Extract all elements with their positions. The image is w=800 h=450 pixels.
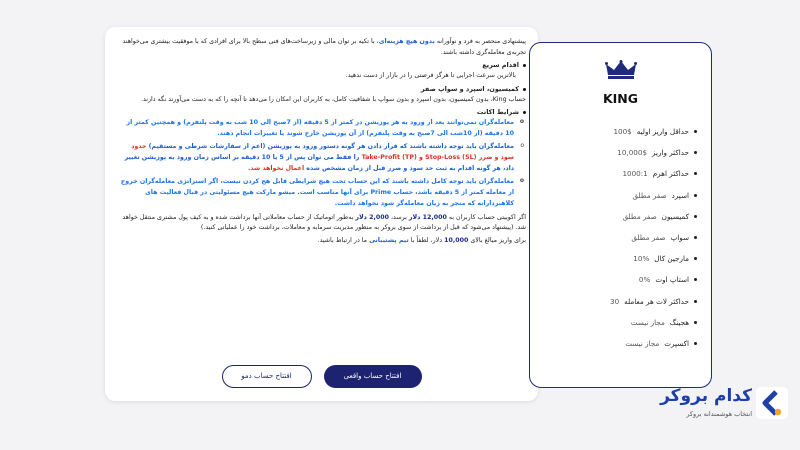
logo-subtitle: انتخاب هوشمندانه بروکر <box>686 410 752 418</box>
logo-mark-icon <box>756 387 788 419</box>
account-description-card <box>105 27 538 401</box>
bullet-dot <box>694 130 697 133</box>
spec-row: حداقل واریز اولیه 100$ <box>540 121 697 142</box>
bullet-dot <box>694 300 697 303</box>
spec-row: هجینگ مجاز نیست <box>540 312 697 333</box>
bullet-account-conditions: شرایط اکانت <box>117 107 526 118</box>
auto-withdraw-paragraph: اگر اکوییتی حساب کاربران به 12,000 دلار برسد، 2,000 دلار به‌طور اتوماتیک از حساب معاملاتی آنها برداشت شده و به کیف پول مشتری منتقل خواهد شد. (پیشنهاد می‌شود که قبل از برداشت از سوی بروکر به منظور مدیریت سرمایه و معاملات، برداشت خود را عملیاتی کنید.) <box>122 213 526 232</box>
bullet-dot <box>523 88 526 91</box>
bullet-dot <box>694 215 697 218</box>
bullet-dot <box>694 257 697 260</box>
king-account-card <box>529 42 712 388</box>
spec-row: کمیسیون صفر مطلق <box>540 206 697 227</box>
bullet-dot <box>694 278 697 281</box>
bullet-dot <box>694 172 697 175</box>
spec-row: حداکثر اهرم 1000:1 <box>540 163 697 184</box>
bullet-dot <box>694 342 697 345</box>
spec-row: اسپرد صفر مطلق <box>540 185 697 206</box>
account-title: KING <box>602 91 639 106</box>
bullet-dot <box>694 236 697 239</box>
bullet-dot <box>694 151 697 154</box>
bullet-fast-action: اقدام سریع <box>117 60 526 71</box>
bullet-dot <box>694 321 697 324</box>
kodam-broker-logo[interactable] <box>648 380 788 432</box>
bullet-dot <box>694 194 697 197</box>
intro-paragraph: پیشنهادی منحصر به فرد و نوآورانه بدون هیچ هزینه‌ای، با تکیه بر توان مالی و زیرساخت‌های فنی سطح بالا برای افرادی که با موفقیت بیشتری می‌خواهند تجربه‌ی معامله‌گری داشته باشند. <box>122 38 526 56</box>
large-deposit-paragraph: برای واریز مبالغ بالای 10,000 دلار، لطفاً با تیم پشتیبانی ما در ارتباط باشید. <box>317 236 526 244</box>
condition-no-hedging: o معامله‌گران باید توجه کامل داشته باشند که این حساب تحت هیچ شرایطی قابل هج کردن نیست، اگر استراتژی معامله‌گران خروج از معامله کمتر از 5 دقیقه باشد، حساب Prime برای آنها مناسب است. میشو مارکت هیچ مسئولیتی در قبال فعالیت های کلاهبردارانه که منجر به زیان معامله‌گر شود نخواهد داشت. <box>117 177 514 209</box>
crown-icon <box>605 60 637 80</box>
open-demo-account-button[interactable]: افتتاح حساب دمو <box>222 365 312 388</box>
spec-row: حداکثر لات هر معامله 30 <box>540 291 697 312</box>
bullet-dot <box>523 111 526 114</box>
zero-fees-text: حساب King، بدون کمیسیون، بدون اسپرد و بدون سواپ با شفافیت کامل، به کاربران این امکان را می‌دهد تا آنچه را که به دست می‌آورند نگه دارند. <box>140 95 526 103</box>
action-buttons <box>105 365 538 388</box>
bullet-zero-fees: کمیسیون، اسپرد و سواپ صفر <box>117 84 526 95</box>
bullet-dot <box>523 64 526 67</box>
conditions-list <box>117 118 514 210</box>
open-real-account-button[interactable]: افتتاح حساب واقعی <box>324 365 422 388</box>
spec-row: مارجین کال 10% <box>540 248 697 269</box>
fast-action-text: بالاترین سرعت اجرایی تا هرگز فرصتی را در بازار از دست ندهید. <box>345 72 516 80</box>
spec-row: استاپ اوت 0% <box>540 269 697 290</box>
no-cost-highlight: بدون هیچ هزینه‌ای <box>378 38 435 45</box>
logo-title: کدام بروکر <box>660 386 752 406</box>
condition-min-hold-time: o معامله‌گران نمی‌توانند بعد از ورود به هر پوزیشن در کمتر از 5 دقیقه (از 7صبح الی 10 شب به وقت پلتفرم) و همچنین کمتر از 10 دقیقه (از 10شب الی 7صبح به وقت پلتفرم) از آن پوزیشن خارج شوند یا تغییرات انجام دهند. <box>117 118 514 139</box>
spec-row: حداکثر واریز 10,000$ <box>540 142 697 163</box>
spec-list <box>540 121 697 354</box>
spec-row: سواپ صفر مطلق <box>540 227 697 248</box>
spec-row: اکسپرت مجاز نیست <box>540 333 697 354</box>
condition-sl-tp: o معامله‌گران باید توجه داشته باشند که قرار دادن هر گونه دستور ورود به پوزیشن (اعم از سفارشات شرطی و مستقیم) حدود سود و ضرر (SL) Stop-Loss و (TP) Take-Profit را فقط می توان پس از 5 یا 10 دقیقه بر اساس زمان ورود به پوزیشن تغییر داد، هر گونه اقدام به ثبت حد سود و ضرر قبل از زمان مشخص شده اعمال نخواهد شد. <box>117 142 514 174</box>
support-team-link[interactable]: تیم پشتیبانی <box>369 236 409 244</box>
